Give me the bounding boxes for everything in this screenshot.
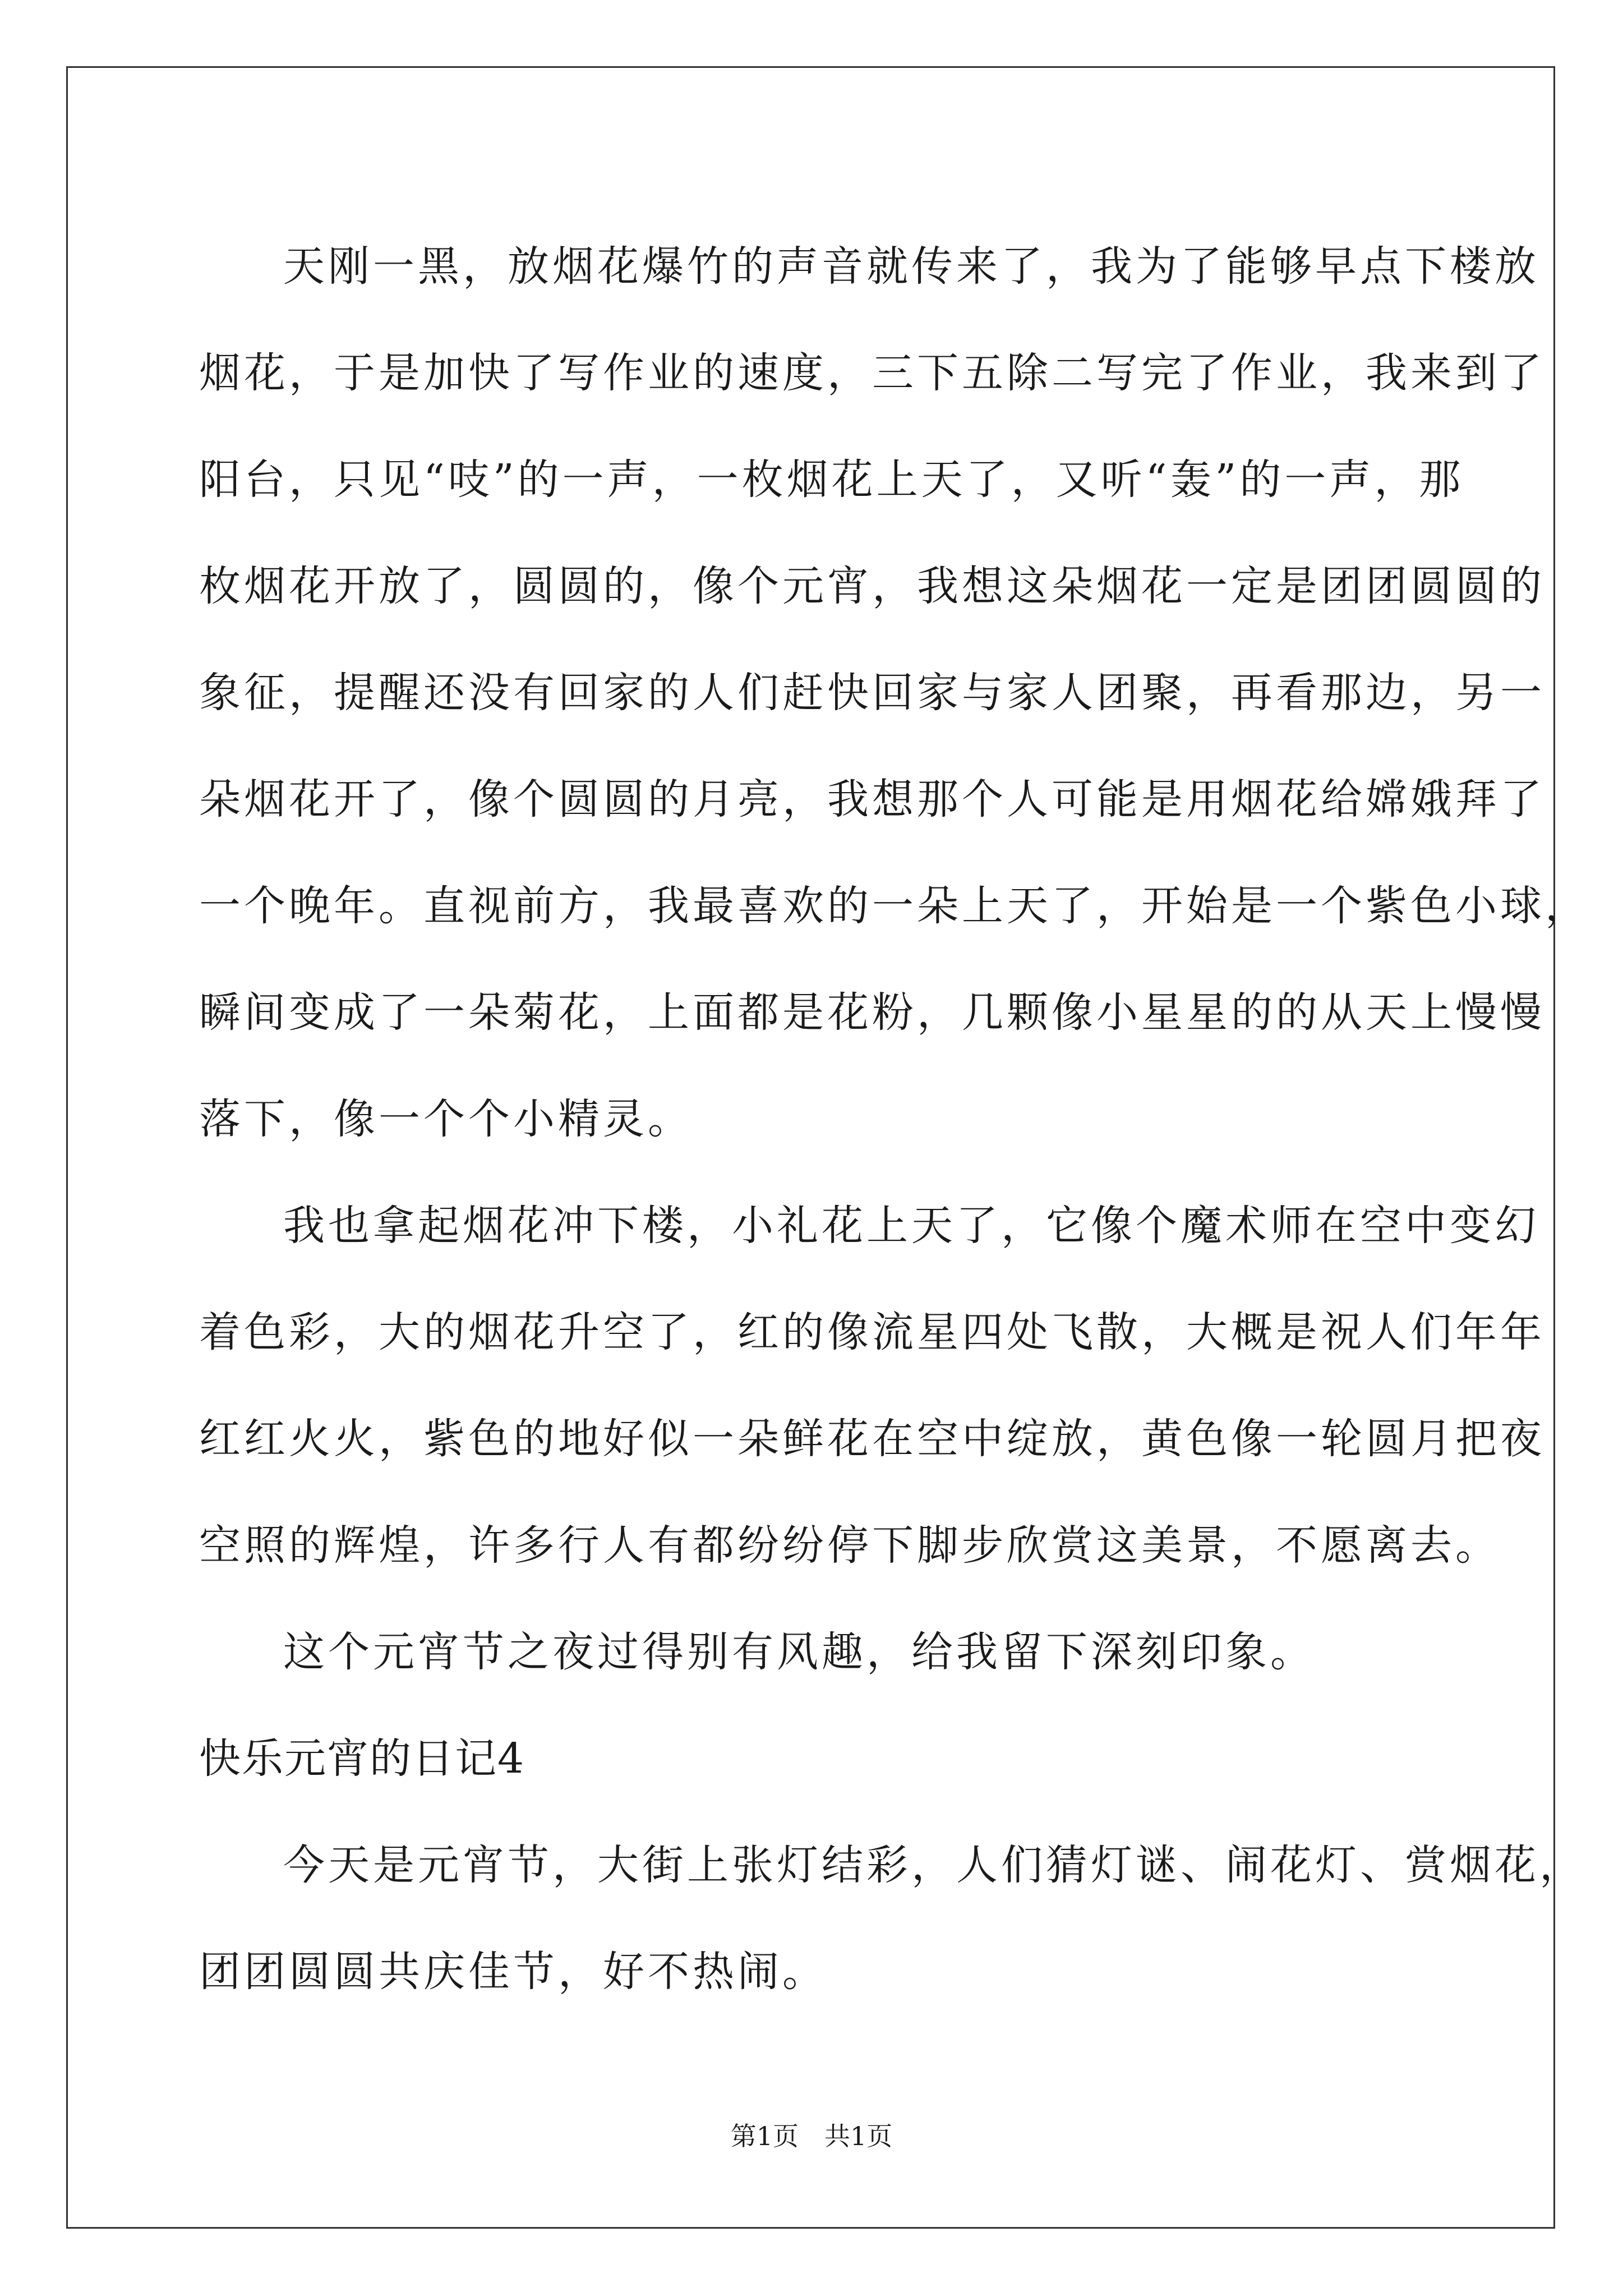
paragraph-1-line-7: 一个晚年。直视前方，我最喜欢的一朵上天了，开始是一个紫色小球， xyxy=(199,882,1590,930)
paragraph-1-line-8: 瞬间变成了一朵菊花，上面都是花粉，几颗像小星星的的从天上慢慢 xyxy=(199,988,1545,1037)
paragraph-1-line-1: 天刚一黑，放烟花爆竹的声音就传来了，我为了能够早点下楼放 xyxy=(283,242,1539,291)
document-body xyxy=(199,213,1590,2025)
paragraph-1-line-2: 烟花，于是加快了写作业的速度，三下五除二写完了作业，我来到了 xyxy=(199,349,1545,397)
paragraph-3-line-1: 这个元宵节之夜过得别有风趣，给我留下深刻印象。 xyxy=(283,1628,1315,1676)
section-heading: 快乐元宵的日记4 xyxy=(199,1734,525,1783)
paragraph-1-line-3: 阳台，只见“吱”的一声，一枚烟花上天了，又听“轰”的一声，那 xyxy=(199,455,1464,504)
paragraph-4-line-1: 今天是元宵节，大街上张灯结彩，人们猜灯谜、闹花灯、赏烟花， xyxy=(283,1841,1584,1889)
paragraph-1-line-9: 落下，像一个个小精灵。 xyxy=(199,1095,693,1143)
paragraph-1-line-5: 象征，提醒还没有回家的人们赶快回家与家人团聚，再看那边，另一 xyxy=(199,669,1545,717)
paragraph-1-line-6: 朵烟花开了，像个圆圆的月亮，我想那个人可能是用烟花给嫦娥拜了 xyxy=(199,775,1545,823)
paragraph-4-line-2: 团团圆圆共庆佳节，好不热闹。 xyxy=(199,1948,827,1996)
paragraph-2-line-2: 着色彩，大的烟花升空了，红的像流星四处飞散，大概是祝人们年年 xyxy=(199,1308,1545,1356)
paragraph-2-line-1: 我也拿起烟花冲下楼，小礼花上天了，它像个魔术师在空中变幻 xyxy=(283,1202,1539,1250)
paragraph-2-line-3: 红红火火，紫色的地好似一朵鲜花在空中绽放，黄色像一轮圆月把夜 xyxy=(199,1415,1545,1463)
paragraph-1-line-4: 枚烟花开放了，圆圆的，像个元宵，我想这朵烟花一定是团团圆圆的 xyxy=(199,562,1545,610)
page-number-footer: 第1页 共1页 xyxy=(730,2121,893,2151)
paragraph-2-line-4: 空照的辉煌，许多行人有都纷纷停下脚步欣赏这美景，不愿离去。 xyxy=(199,1521,1500,1570)
